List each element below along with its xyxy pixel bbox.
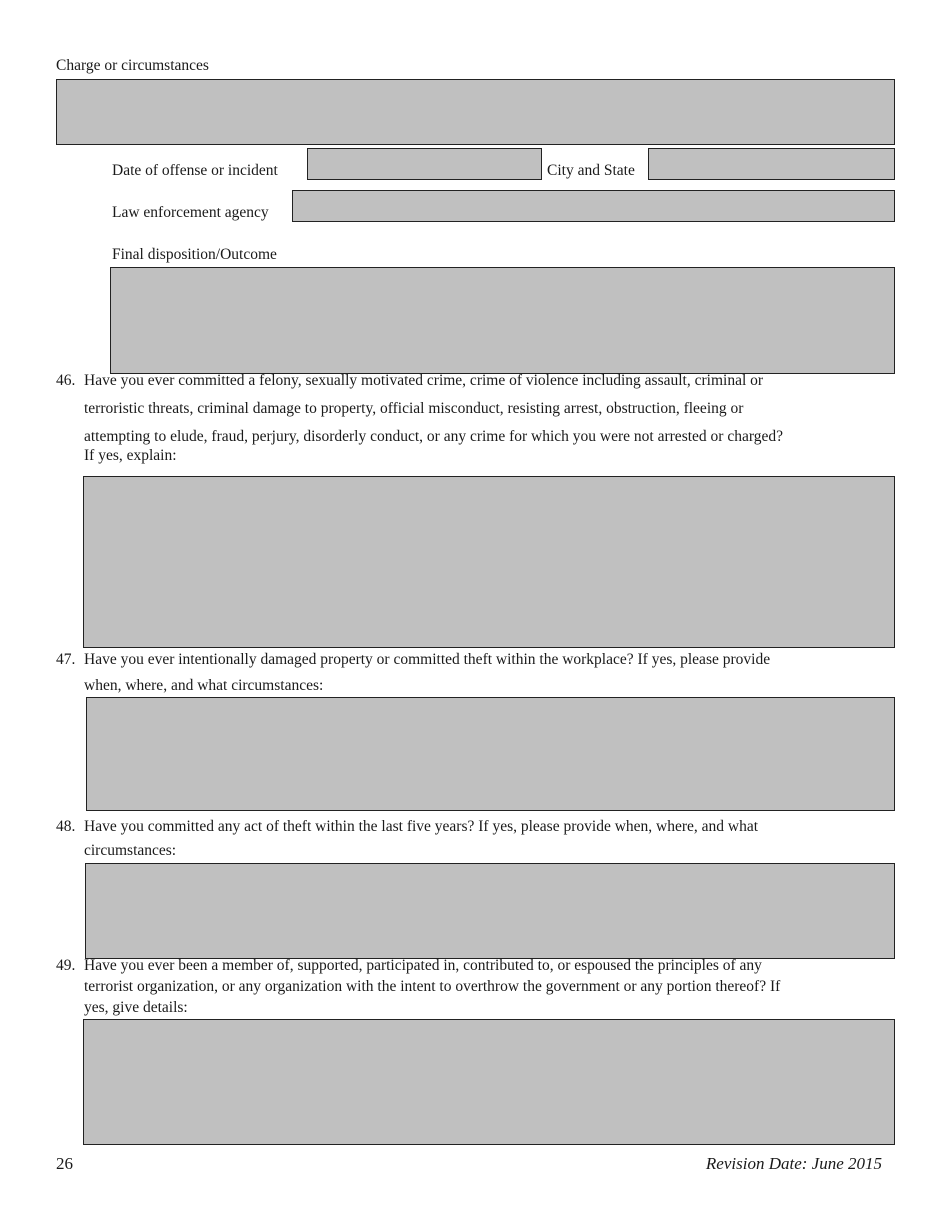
- question-line: attempting to elude, fraud, perjury, disorderly conduct, or any crime for which you were not arrested or charged?: [84, 428, 783, 445]
- revision-date: Revision Date: June 2015: [705, 1154, 882, 1173]
- question-line: circumstances:: [84, 842, 177, 859]
- question-47-answer-field[interactable]: [86, 697, 895, 811]
- agency-label: Law enforcement agency: [112, 204, 269, 221]
- question-47-number: 47.: [56, 651, 76, 668]
- charge-field[interactable]: [56, 79, 895, 145]
- question-line: terrorist organization, or any organization with the intent to overthrow the government or any portion thereof? If: [84, 978, 781, 995]
- question-47-text: [84, 651, 904, 695]
- disposition-field[interactable]: [110, 267, 895, 374]
- city-state-field[interactable]: [648, 148, 895, 180]
- agency-field[interactable]: [292, 190, 895, 222]
- question-line: Have you ever been a member of, supported, participated in, contributed to, or espoused the principles of any: [84, 957, 762, 974]
- page-number: 26: [56, 1154, 73, 1173]
- question-49-number: 49.: [56, 957, 76, 974]
- question-line: when, where, and what circumstances:: [84, 677, 324, 694]
- question-48-answer-field[interactable]: [85, 863, 895, 959]
- question-49-answer-field[interactable]: [83, 1019, 895, 1145]
- disposition-label: Final disposition/Outcome: [112, 246, 277, 263]
- question-line: If yes, explain:: [84, 447, 177, 464]
- question-46-answer-field[interactable]: [83, 476, 895, 648]
- question-line: yes, give details:: [84, 999, 188, 1016]
- question-line: terroristic threats, criminal damage to property, official misconduct, resisting arrest, obstruction, fleeing or: [84, 400, 744, 417]
- date-label: Date of offense or incident: [112, 162, 278, 179]
- question-48-text: [84, 818, 904, 860]
- question-48-number: 48.: [56, 818, 76, 835]
- date-field[interactable]: [307, 148, 542, 180]
- city-state-label: City and State: [547, 162, 635, 179]
- question-46-text: [84, 372, 904, 465]
- question-49-text: [84, 957, 904, 1017]
- charge-label: Charge or circumstances: [56, 57, 209, 74]
- question-46-number: 46.: [56, 372, 76, 389]
- question-line: Have you committed any act of theft within the last five years? If yes, please provide when, where, and what: [84, 818, 759, 835]
- question-line: Have you ever committed a felony, sexually motivated crime, crime of violence including assault, criminal or: [84, 372, 764, 389]
- question-line: Have you ever intentionally damaged property or committed theft within the workplace? If yes, please provide: [84, 651, 771, 668]
